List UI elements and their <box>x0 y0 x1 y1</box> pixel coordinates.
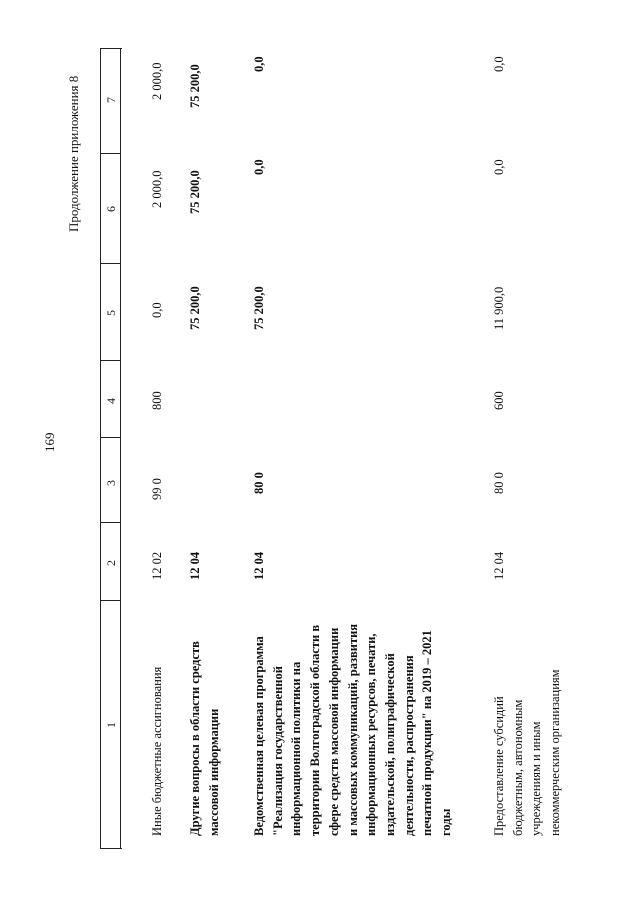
row-col6: 2 000,0 <box>150 170 164 208</box>
row-section: 12 02 <box>150 551 164 580</box>
row-col6: 75 200,0 <box>188 170 202 214</box>
column-header-5: 5 <box>104 310 118 316</box>
row-col5: 75 200,0 <box>188 286 202 330</box>
row-description: Иные бюджетные ассигнования <box>150 666 164 836</box>
row-col5: 75 200,0 <box>252 286 266 330</box>
row-col7: 75 200,0 <box>188 64 202 108</box>
row-description: Другие вопросы в области средств массовой информации <box>188 641 221 836</box>
column-header-4: 4 <box>104 398 118 404</box>
column-header-7: 7 <box>104 97 118 103</box>
row-expense-type: 800 <box>150 391 164 410</box>
row-col6: 0,0 <box>492 159 506 175</box>
column-header-6: 6 <box>104 206 118 212</box>
row-section: 12 04 <box>188 551 202 580</box>
row-col5: 11 900,0 <box>492 286 506 330</box>
row-expense-type: 600 <box>492 391 506 410</box>
row-section: 12 04 <box>492 551 506 580</box>
column-header-3: 3 <box>104 480 118 486</box>
row-target: 99 0 <box>150 478 164 500</box>
row-description: Ведомственная целевая программа "Реализация государственной информационной политики на территории Волгоградской области в сфере средств массовой информации и массовых коммуникаций, развития информационных ресурсов, печати, издательской, полиграфической деятельности, распространения печатной продукции" на 2019 – 2021 годы <box>252 623 454 836</box>
row-col7: 2 000,0 <box>150 62 164 100</box>
column-header-2: 2 <box>104 560 118 566</box>
row-col7: 0,0 <box>492 56 506 72</box>
row-col7: 0,0 <box>252 56 266 72</box>
row-target: 80 0 <box>492 472 506 494</box>
row-target: 80 0 <box>252 472 266 494</box>
row-col6: 0,0 <box>252 159 266 175</box>
page-number: 169 <box>42 432 57 452</box>
row-description: Предоставление субсидий бюджетным, автономным учреждениям и иным некоммерческим организациям <box>492 669 563 836</box>
column-header-1: 1 <box>104 722 118 728</box>
row-section: 12 04 <box>252 551 266 580</box>
continuation-label: Продолжение приложения 8 <box>66 75 81 232</box>
row-col5: 0,0 <box>150 302 164 318</box>
